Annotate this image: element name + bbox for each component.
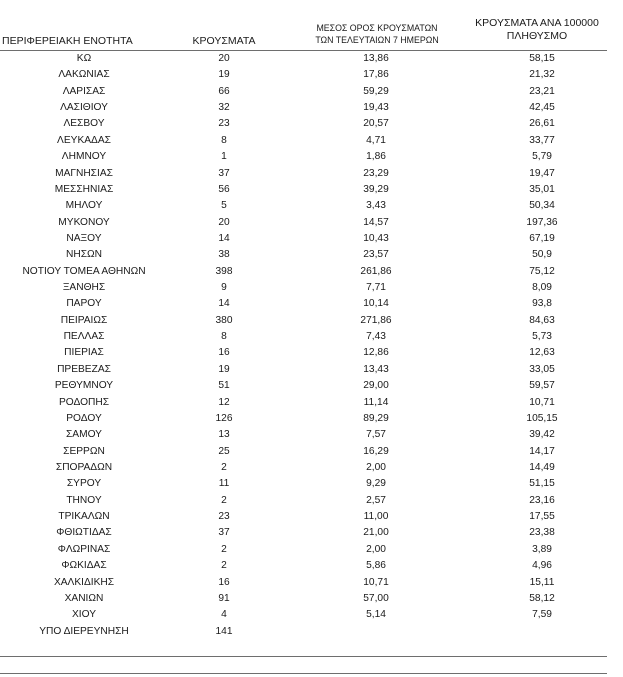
- cell-cases: 23: [218, 511, 230, 523]
- cell-cases: 25: [218, 445, 230, 457]
- cell-cases-per-100000: 23,16: [529, 494, 555, 506]
- cell-seven-day-average: 29,00: [363, 380, 389, 392]
- cell-region: ΚΩ: [76, 53, 92, 64]
- table-row: [0, 231, 623, 247]
- cell-seven-day-average: 1,86: [366, 151, 386, 163]
- cell-cases-per-100000: 26,61: [529, 118, 555, 130]
- cell-seven-day-average: 7,57: [366, 429, 386, 441]
- cell-region: ΦΛΩΡΙΝΑΣ: [57, 543, 111, 555]
- header-region: ΠΕΡΙΦΕΡΕΙΑΚΗ ΕΝΟΤΗΤΑ: [2, 35, 133, 47]
- table-row: [0, 149, 623, 165]
- cell-seven-day-average: 12,86: [363, 347, 389, 359]
- cell-cases: 12: [218, 396, 230, 408]
- cell-region: ΛΑΣΙΘΙΟΥ: [60, 102, 108, 114]
- header-seven-day-average: [304, 22, 450, 46]
- cell-cases: 2: [221, 461, 227, 473]
- table-row: [0, 476, 623, 492]
- cell-cases-per-100000: 33,05: [529, 363, 555, 375]
- table-row: [0, 624, 623, 640]
- cell-cases-per-100000: 21,32: [529, 69, 555, 81]
- cell-region: ΝΑΞΟΥ: [66, 232, 102, 244]
- cell-seven-day-average: 89,29: [363, 412, 389, 424]
- cell-region: ΠΙΕΡΙΑΣ: [64, 347, 104, 359]
- table-body: [0, 51, 623, 640]
- header-per-line2: ΠΛΗΘΥΣΜΟ: [506, 30, 568, 42]
- cell-cases: 8: [221, 134, 227, 146]
- cell-region: ΠΕΛΛΑΣ: [63, 331, 105, 343]
- table-row: [0, 444, 623, 460]
- cell-cases: 23: [218, 118, 230, 130]
- cell-cases: 56: [218, 183, 230, 195]
- cell-seven-day-average: 2,00: [366, 461, 386, 473]
- cell-cases: 20: [218, 216, 230, 228]
- table-row: [0, 395, 623, 411]
- cell-region: ΛΕΣΒΟΥ: [63, 118, 105, 130]
- table-row: [0, 51, 623, 67]
- table-header: [0, 14, 623, 50]
- cell-cases-per-100000: 15,11: [529, 576, 555, 588]
- cell-cases-per-100000: 93,8: [532, 298, 552, 310]
- table-row: [0, 313, 623, 329]
- cell-region: ΠΡΕΒΕΖΑΣ: [57, 363, 111, 375]
- cell-cases: 37: [218, 527, 230, 539]
- cell-seven-day-average: 10,14: [363, 298, 389, 310]
- cell-seven-day-average: 2,00: [366, 543, 386, 555]
- cell-cases: 11: [218, 478, 230, 490]
- cell-seven-day-average: 10,43: [363, 232, 389, 244]
- table-row: [0, 166, 623, 182]
- cell-cases: 398: [215, 265, 233, 277]
- cell-cases: 4: [221, 609, 227, 621]
- header-cases-per-100000: [456, 17, 618, 43]
- table-row: [0, 133, 623, 149]
- cell-cases: 13: [218, 429, 230, 441]
- cell-cases-per-100000: 12,63: [529, 347, 555, 359]
- cell-region: ΣΠΟΡΑΔΩΝ: [55, 461, 113, 473]
- table-row: [0, 198, 623, 214]
- cell-region: ΣΥΡΟΥ: [66, 478, 102, 490]
- cell-cases-per-100000: 58,12: [529, 592, 555, 604]
- table-row: [0, 493, 623, 509]
- cell-cases-per-100000: 8,09: [532, 282, 552, 294]
- cell-seven-day-average: 59,29: [363, 85, 389, 97]
- cell-region: ΛΑΡΙΣΑΣ: [62, 85, 106, 97]
- cell-region: ΦΩΚΙΔΑΣ: [61, 560, 107, 572]
- cell-region: ΣΑΜΟΥ: [66, 429, 102, 441]
- cell-cases-per-100000: 39,42: [529, 429, 555, 441]
- cell-seven-day-average: 13,43: [363, 363, 389, 375]
- cell-region: ΧΑΛΚΙΔΙΚΗΣ: [53, 576, 115, 588]
- table-row: [0, 264, 623, 280]
- table-row: [0, 427, 623, 443]
- cell-cases-per-100000: 84,63: [529, 314, 555, 326]
- cell-cases: 51: [218, 380, 230, 392]
- table-row: [0, 296, 623, 312]
- cell-seven-day-average: 19,43: [363, 102, 389, 114]
- table-row: [0, 509, 623, 525]
- table-row: [0, 558, 623, 574]
- cell-cases: 126: [215, 412, 233, 424]
- cell-cases: 19: [218, 363, 230, 375]
- cell-cases-per-100000: 14,49: [529, 461, 555, 473]
- cell-seven-day-average: 20,57: [363, 118, 389, 130]
- cell-cases-per-100000: 197,36: [526, 216, 558, 228]
- table-row: [0, 280, 623, 296]
- cell-seven-day-average: 7,71: [366, 282, 386, 294]
- cell-cases: 16: [218, 576, 230, 588]
- cell-seven-day-average: 7,43: [366, 331, 386, 343]
- cell-region: ΛΗΜΝΟΥ: [61, 151, 107, 163]
- table-row: [0, 116, 623, 132]
- table-row: [0, 247, 623, 263]
- cell-seven-day-average: 17,86: [363, 69, 389, 81]
- cell-region: ΜΕΣΣΗΝΙΑΣ: [54, 183, 114, 195]
- cell-seven-day-average: 57,00: [363, 592, 389, 604]
- header-per-line1: ΚΡΟΥΣΜΑΤΑ ΑΝΑ 100000: [475, 17, 599, 29]
- cell-region: ΠΑΡΟΥ: [66, 298, 102, 310]
- cell-region: ΡΟΔΟΥ: [66, 412, 102, 424]
- cell-seven-day-average: 23,29: [363, 167, 389, 179]
- cell-seven-day-average: 23,57: [363, 249, 389, 261]
- cell-seven-day-average: 10,71: [363, 576, 389, 588]
- cell-cases-per-100000: 59,57: [529, 380, 555, 392]
- cell-seven-day-average: 39,29: [363, 183, 389, 195]
- bottom-divider-lower: [0, 673, 607, 674]
- cell-cases-per-100000: 7,59: [532, 609, 552, 621]
- cell-cases: 1: [221, 151, 227, 163]
- cell-region: ΜΑΓΝΗΣΙΑΣ: [55, 167, 113, 179]
- cell-region: ΧΑΝΙΩΝ: [64, 592, 104, 604]
- cell-region: ΦΘΙΩΤΙΔΑΣ: [56, 527, 112, 539]
- cell-seven-day-average: 13,86: [363, 53, 389, 64]
- table-row: [0, 542, 623, 558]
- cell-region: ΡΟΔΟΠΗΣ: [58, 396, 110, 408]
- cell-cases-per-100000: 4,96: [532, 560, 552, 572]
- table-row: [0, 100, 623, 116]
- cell-seven-day-average: 14,57: [363, 216, 389, 228]
- cell-region: ΤΗΝΟΥ: [66, 494, 102, 506]
- cell-cases-per-100000: 50,34: [529, 200, 555, 212]
- cell-cases-per-100000: 67,19: [529, 232, 555, 244]
- cell-seven-day-average: 271,86: [360, 314, 392, 326]
- cell-cases: 16: [218, 347, 230, 359]
- cell-region: ΝΗΣΩΝ: [66, 249, 102, 261]
- cell-region: ΠΕΙΡΑΙΩΣ: [60, 314, 108, 326]
- cell-region: ΛΕΥΚΑΔΑΣ: [57, 134, 111, 146]
- cell-seven-day-average: 11,00: [363, 511, 389, 523]
- cell-cases: 37: [218, 167, 230, 179]
- cell-region: ΣΕΡΡΩΝ: [63, 445, 105, 457]
- cell-region: ΧΙΟΥ: [71, 609, 97, 621]
- cell-cases: 5: [221, 200, 227, 212]
- cell-region: ΜΗΛΟΥ: [65, 200, 103, 212]
- cell-cases-per-100000: 23,38: [529, 527, 555, 539]
- table-row: [0, 182, 623, 198]
- cell-cases: 2: [221, 543, 227, 555]
- cell-cases: 2: [221, 494, 227, 506]
- cell-region: ΤΡΙΚΑΛΩΝ: [58, 511, 110, 523]
- cell-seven-day-average: 9,29: [366, 478, 386, 490]
- table-row: [0, 607, 623, 623]
- cell-cases-per-100000: 10,71: [529, 396, 555, 408]
- table-row: [0, 411, 623, 427]
- cell-seven-day-average: 21,00: [363, 527, 389, 539]
- header-avg-line1: ΜΕΣΟΣ ΟΡΟΣ ΚΡΟΥΣΜΑΤΩΝ: [316, 23, 438, 33]
- cell-cases: 38: [218, 249, 230, 261]
- cell-cases-per-100000: 23,21: [529, 85, 555, 97]
- table-row: [0, 215, 623, 231]
- cell-seven-day-average: 5,86: [366, 560, 386, 572]
- cell-seven-day-average: 3,43: [366, 200, 386, 212]
- cell-region: ΥΠΟ ΔΙΕΡΕΥΝΗΣΗ: [39, 625, 129, 637]
- table-row: [0, 591, 623, 607]
- cell-seven-day-average: 5,14: [366, 609, 386, 621]
- bottom-divider: [0, 656, 607, 657]
- cell-region: ΜΥΚΟΝΟΥ: [58, 216, 110, 228]
- cell-seven-day-average: 16,29: [363, 445, 389, 457]
- cell-region: ΛΑΚΩΝΙΑΣ: [58, 69, 110, 81]
- cell-cases-per-100000: 3,89: [532, 543, 552, 555]
- cell-cases-per-100000: 5,79: [532, 151, 552, 163]
- cell-seven-day-average: 4,71: [366, 134, 386, 146]
- cell-cases: 14: [218, 232, 230, 244]
- cell-cases-per-100000: 50,9: [532, 249, 552, 261]
- cell-cases: 380: [215, 314, 233, 326]
- cell-cases: 14: [218, 298, 230, 310]
- cell-cases: 9: [221, 282, 227, 294]
- cell-cases-per-100000: 5,73: [532, 331, 552, 343]
- table-row: [0, 525, 623, 541]
- cell-seven-day-average: 261,86: [360, 265, 392, 277]
- cell-cases-per-100000: 14,17: [529, 445, 555, 457]
- table-row: [0, 67, 623, 83]
- cell-cases: 20: [218, 53, 230, 64]
- cell-cases: 8: [221, 331, 227, 343]
- table-row: [0, 345, 623, 361]
- cell-cases-per-100000: 33,77: [529, 134, 555, 146]
- table-row: [0, 362, 623, 378]
- cell-cases-per-100000: 42,45: [529, 102, 555, 114]
- header-cases: ΚΡΟΥΣΜΑΤΑ: [192, 35, 256, 47]
- cell-cases-per-100000: 35,01: [529, 183, 555, 195]
- header-avg-line2: ΤΩΝ ΤΕΛΕΥΤΑΙΩΝ 7 ΗΜΕΡΩΝ: [315, 35, 439, 45]
- cell-cases: 141: [215, 625, 233, 637]
- cell-cases-per-100000: 75,12: [529, 265, 555, 277]
- cell-cases: 91: [218, 592, 230, 604]
- cell-region: ΞΑΝΘΗΣ: [62, 282, 106, 294]
- cell-cases-per-100000: 17,55: [529, 511, 555, 523]
- table-row: [0, 460, 623, 476]
- table-row: [0, 378, 623, 394]
- cell-cases-per-100000: 58,15: [529, 53, 555, 64]
- table-row: [0, 329, 623, 345]
- cell-cases: 2: [221, 560, 227, 572]
- cell-cases: 66: [218, 85, 230, 97]
- table-row: [0, 84, 623, 100]
- cell-cases: 32: [218, 102, 230, 114]
- cell-cases-per-100000: 19,47: [529, 167, 555, 179]
- cell-cases-per-100000: 51,15: [529, 478, 555, 490]
- cell-cases: 19: [218, 69, 230, 81]
- cell-seven-day-average: 2,57: [366, 494, 386, 506]
- cell-cases-per-100000: 105,15: [526, 412, 558, 424]
- cell-region: ΝΟΤΙΟΥ ΤΟΜΕΑ ΑΘΗΝΩΝ: [22, 265, 146, 277]
- cell-seven-day-average: 11,14: [363, 396, 389, 408]
- table-row: [0, 575, 623, 591]
- cell-region: ΡΕΘΥΜΝΟΥ: [54, 380, 114, 392]
